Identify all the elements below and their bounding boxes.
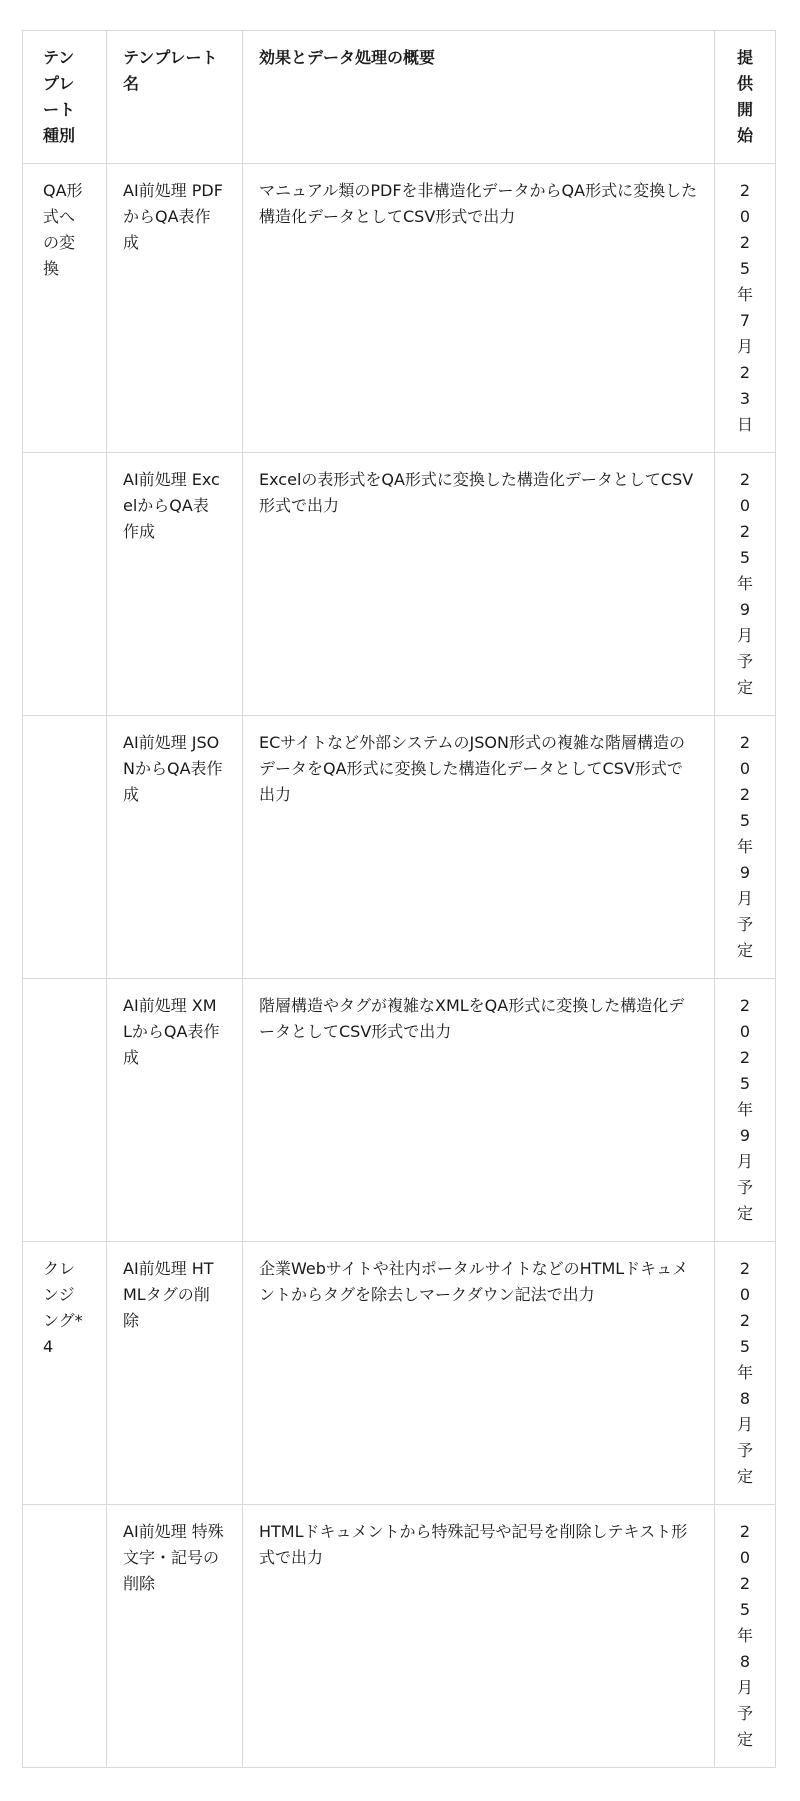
table-row bbox=[23, 979, 776, 1242]
cell-availability bbox=[715, 979, 776, 1242]
cell-template-name: AI前処理 JSONからQA表作成 bbox=[107, 716, 243, 979]
vertical-char: 0 bbox=[739, 1022, 751, 1041]
template-spec-table bbox=[22, 30, 776, 1768]
vertical-char: 2 bbox=[739, 1259, 751, 1278]
header-template-name: テンプレート名 bbox=[107, 31, 243, 164]
vertical-char: 予 bbox=[736, 1178, 753, 1197]
cell-template-category bbox=[23, 979, 107, 1242]
vertical-char: 始 bbox=[736, 126, 753, 145]
header-summary: 効果とデータ処理の概要 bbox=[243, 31, 715, 164]
vertical-char: 2 bbox=[739, 1048, 751, 1067]
vertical-char: 予 bbox=[736, 652, 753, 671]
vertical-char: 2 bbox=[739, 785, 751, 804]
cell-template-name: AI前処理 PDFからQA表作成 bbox=[107, 164, 243, 453]
vertical-char: 2 bbox=[739, 363, 751, 382]
vertical-char: 供 bbox=[736, 74, 753, 93]
cell-availability bbox=[715, 1505, 776, 1768]
table-row bbox=[23, 164, 776, 453]
header-template-category: テンプレート種別 bbox=[23, 31, 107, 164]
table-row bbox=[23, 453, 776, 716]
vertical-char: 0 bbox=[739, 207, 751, 226]
table-body bbox=[23, 164, 776, 1768]
vertical-char: 2 bbox=[739, 233, 751, 252]
cell-template-category bbox=[23, 1505, 107, 1768]
vertical-char: 定 bbox=[736, 1204, 753, 1223]
cell-template-name: AI前処理 特殊文字・記号の削除 bbox=[107, 1505, 243, 1768]
vertical-char: 月 bbox=[736, 626, 753, 645]
vertical-char: 年 bbox=[736, 1626, 753, 1645]
table-row bbox=[23, 1505, 776, 1768]
vertical-char: 2 bbox=[739, 733, 751, 752]
vertical-char: 9 bbox=[739, 863, 751, 882]
table-row bbox=[23, 1242, 776, 1505]
vertical-char: 年 bbox=[736, 574, 753, 593]
vertical-char: 7 bbox=[739, 311, 751, 330]
vertical-char: 2 bbox=[739, 181, 751, 200]
vertical-char: 月 bbox=[736, 337, 753, 356]
vertical-char: 9 bbox=[739, 1126, 751, 1145]
table-row bbox=[23, 716, 776, 979]
vertical-char: 月 bbox=[736, 1678, 753, 1697]
vertical-char: 予 bbox=[736, 915, 753, 934]
vertical-char: 0 bbox=[739, 1548, 751, 1567]
vertical-char: 日 bbox=[736, 415, 753, 434]
vertical-char: 年 bbox=[736, 285, 753, 304]
vertical-char: 2 bbox=[739, 1522, 751, 1541]
vertical-char: 8 bbox=[739, 1652, 751, 1671]
vertical-char: 2 bbox=[739, 522, 751, 541]
vertical-char: 定 bbox=[736, 941, 753, 960]
vertical-char: 5 bbox=[739, 259, 751, 278]
cell-availability bbox=[715, 164, 776, 453]
vertical-char: 9 bbox=[739, 600, 751, 619]
vertical-char: 5 bbox=[739, 1337, 751, 1356]
cell-summary: 階層構造やタグが複雑なXMLをQA形式に変換した構造化データとしてCSV形式で出力 bbox=[243, 979, 715, 1242]
vertical-char: 定 bbox=[736, 1730, 753, 1749]
vertical-char: 8 bbox=[739, 1389, 751, 1408]
table-header bbox=[23, 31, 776, 164]
vertical-char: 0 bbox=[739, 496, 751, 515]
cell-template-category bbox=[23, 453, 107, 716]
cell-availability bbox=[715, 453, 776, 716]
cell-template-category: クレンジング*4 bbox=[23, 1242, 107, 1505]
vertical-char: 5 bbox=[739, 811, 751, 830]
cell-summary: ECサイトなど外部システムのJSON形式の複雑な階層構造のデータをQA形式に変換した構造化データとしてCSV形式で出力 bbox=[243, 716, 715, 979]
header-availability bbox=[715, 31, 776, 164]
cell-template-category: QA形式への変換 bbox=[23, 164, 107, 453]
vertical-char: 定 bbox=[736, 678, 753, 697]
vertical-char: 月 bbox=[736, 889, 753, 908]
vertical-char: 年 bbox=[736, 1100, 753, 1119]
cell-summary: Excelの表形式をQA形式に変換した構造化データとしてCSV形式で出力 bbox=[243, 453, 715, 716]
cell-availability bbox=[715, 716, 776, 979]
vertical-char: 2 bbox=[739, 470, 751, 489]
vertical-char: 開 bbox=[736, 100, 753, 119]
vertical-char: 予 bbox=[736, 1441, 753, 1460]
cell-template-name: AI前処理 XMLからQA表作成 bbox=[107, 979, 243, 1242]
cell-summary: 企業Webサイトや社内ポータルサイトなどのHTMLドキュメントからタグを除去しマークダウン記法で出力 bbox=[243, 1242, 715, 1505]
vertical-char: 5 bbox=[739, 1074, 751, 1093]
vertical-char: 5 bbox=[739, 548, 751, 567]
cell-summary: HTMLドキュメントから特殊記号や記号を削除しテキスト形式で出力 bbox=[243, 1505, 715, 1768]
vertical-char: 提 bbox=[736, 48, 753, 67]
vertical-char: 3 bbox=[739, 389, 751, 408]
vertical-char: 5 bbox=[739, 1600, 751, 1619]
vertical-char: 2 bbox=[739, 996, 751, 1015]
vertical-char: 年 bbox=[736, 837, 753, 856]
cell-template-name: AI前処理 HTMLタグの削除 bbox=[107, 1242, 243, 1505]
vertical-char: 年 bbox=[736, 1363, 753, 1382]
vertical-char: 2 bbox=[739, 1311, 751, 1330]
vertical-char: 定 bbox=[736, 1467, 753, 1486]
cell-availability bbox=[715, 1242, 776, 1505]
vertical-char: 0 bbox=[739, 1285, 751, 1304]
cell-template-name: AI前処理 ExcelからQA表作成 bbox=[107, 453, 243, 716]
vertical-char: 0 bbox=[739, 759, 751, 778]
vertical-char: 2 bbox=[739, 1574, 751, 1593]
header-row bbox=[23, 31, 776, 164]
cell-template-category bbox=[23, 716, 107, 979]
vertical-char: 月 bbox=[736, 1152, 753, 1171]
vertical-char: 予 bbox=[736, 1704, 753, 1723]
vertical-char: 月 bbox=[736, 1415, 753, 1434]
cell-summary: マニュアル類のPDFを非構造化データからQA形式に変換した構造化データとしてCSV形式で出力 bbox=[243, 164, 715, 453]
